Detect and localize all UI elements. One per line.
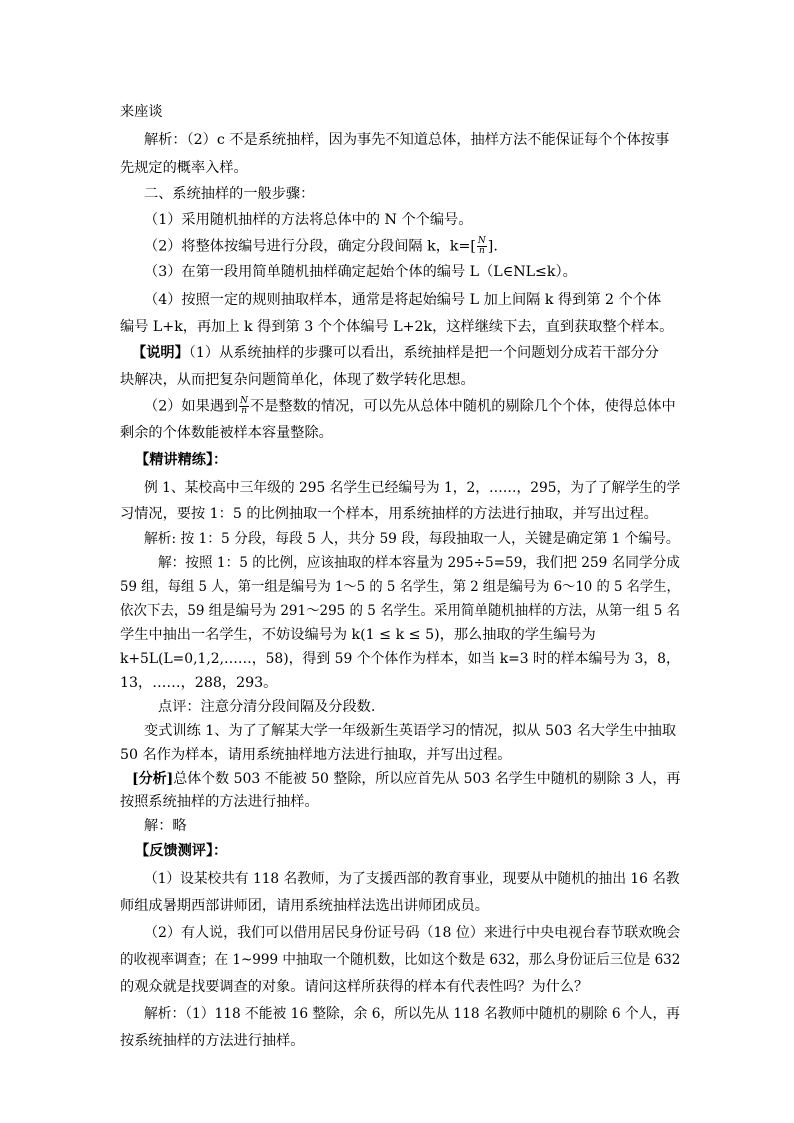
fraction-denominator: n (478, 246, 485, 256)
text-line: 解：略 (144, 818, 187, 834)
text-line: 50 名作为样本，请用系统抽样地方法进行抽取，并写出过程。 (120, 747, 512, 763)
text-line: 按系统抽样的方法进行抽样。 (120, 1033, 305, 1049)
text-fragment: 不是整数的情况，可以先从总体中随机的剔除几个个体，使得总体中 (250, 398, 676, 415)
text-fragment: （1）从系统抽样的步骤可以看出，系统抽样是把一个问题划分成若干部分分 (188, 345, 659, 361)
analysis-label: [分析] (132, 771, 174, 787)
text-line: 59 组，每组 5 人，第一组是编号为 1～5 的 5 名学生，第 2 组是编号为 6～10 的 5 名学生， (120, 579, 680, 595)
text-line: 解析：（2）c 不是系统抽样，因为事先不知道总体，抽样方法不能保证每个个体按事 (144, 132, 670, 148)
text-line: 来座谈 (120, 104, 163, 120)
text-line: 编号 L+k，再加上 k 得到第 3 个个体编号 L+2k，这样继续下去，直到获取整个样本。 (120, 319, 674, 335)
text-line: 解析: 按 1：5 分段，每段 5 人，共分 59 段，每段抽取一人，关键是确定第 1 个编号。 (144, 531, 680, 547)
text-line: 块解决，从而把复杂问题简单化，体现了数学转化思想。 (120, 372, 475, 388)
text-line: 学生中抽出一名学生，不妨设编号为 k(1 ≤ k ≤ 5)，那么抽取的学生编号为 (120, 627, 596, 643)
note-label: 【说明】 (132, 345, 189, 361)
text-line: 习情况，要按 1：5 的比例抽取一个样本，用系统抽样的方法进行抽取，并写出过程。 (120, 506, 658, 522)
text-line (132, 770, 680, 788)
text-line: （4）按照一定的规则抽取样本，通常是将起始编号 L 加上间隔 k 得到第 2 个个体 (144, 292, 662, 308)
text-line: （2）有人说，我们可以借用居民身份证号码（18 位）来进行中央电视台春节联欢晚会 (144, 925, 681, 941)
text-line: 先规定的概率入样。 (120, 160, 248, 176)
fraction-numerator: N (240, 396, 249, 406)
text-line: 剩余的个体数能被样本容量整除。 (120, 425, 333, 441)
text-line (144, 397, 676, 416)
fraction-n-over-n (239, 397, 249, 416)
text-fragment: 总体个数 503 不能被 50 整除，所以应首先从 503 名学生中随机的剔除 3 人，再 (173, 771, 681, 787)
text-line: 点评：注意分清分段间隔及分段数. (158, 699, 376, 715)
text-line: 师组成暑期西部讲师团，请用系统抽样法选出讲师团成员。 (120, 898, 489, 914)
section-heading: 【精讲精练】： (135, 452, 228, 468)
fraction-n-over-n (477, 237, 487, 256)
text-line: 的观众就是找要调查的对象。请问这样所获得的样本有代表性吗？为什么？ (120, 979, 589, 995)
text-line: 解析：（1）118 不能被 16 整除，余 6，所以先从 118 名教师中随机的剔除 6 个人，再 (144, 1006, 680, 1022)
text-line: 的收视率调查；在 1~999 中抽取一个随机数，比如这个数是 632，那么身份证后三位是 632 (120, 952, 681, 968)
text-line: 例 1、某校高中三年级的 295 名学生已经编号为 1，2，……，295，为了了解学生的学 (144, 480, 681, 496)
text-fragment: ]. (487, 238, 498, 255)
text-line: k+5L(L=0,1,2,……，58)，得到 59 个个体作为样本，如当 k=3 时的样本编号为 3，8， (120, 651, 680, 667)
text-line: 变式训练 1、为了了解某大学一年级新生英语学习的情况，拟从 503 名大学生中抽取 (144, 723, 677, 739)
text-line: （1）采用随机抽样的方法将总体中的 N 个个编号。 (144, 212, 473, 228)
text-line: 解：按照 1：5 的比例，应该抽取的样本容量为 295÷5=59，我们把 259 名同学分成 (158, 555, 680, 571)
text-line: 依次下去，59 组是编号为 291～295 的 5 名学生。采用简单随机抽样的方法，从第一组 5 名 (120, 603, 681, 619)
text-fragment: （2）将整体按编号进行分段，确定分段间隔 k，k=[ (144, 238, 476, 255)
section-heading: 【反馈测评】： (135, 843, 228, 859)
text-line (144, 237, 498, 256)
text-fragment: （2）如果遇到 (144, 398, 239, 415)
text-line: （1）设某校共有 118 名教师，为了支援西部的教育事业，现要从中随机的抽出 16 名教 (144, 871, 680, 887)
text-line: 13，……，288，293。 (120, 675, 278, 691)
section-heading: 二、系统抽样的一般步骤： (144, 186, 315, 202)
text-line (132, 344, 659, 362)
text-line: 按照系统抽样的方法进行抽样。 (120, 794, 319, 810)
fraction-numerator: N (477, 236, 486, 246)
fraction-denominator: n (241, 406, 247, 416)
text-line: （3）在第一段用简单随机抽样确定起始个体的编号 L（L∈NL≤k）。 (144, 264, 577, 280)
